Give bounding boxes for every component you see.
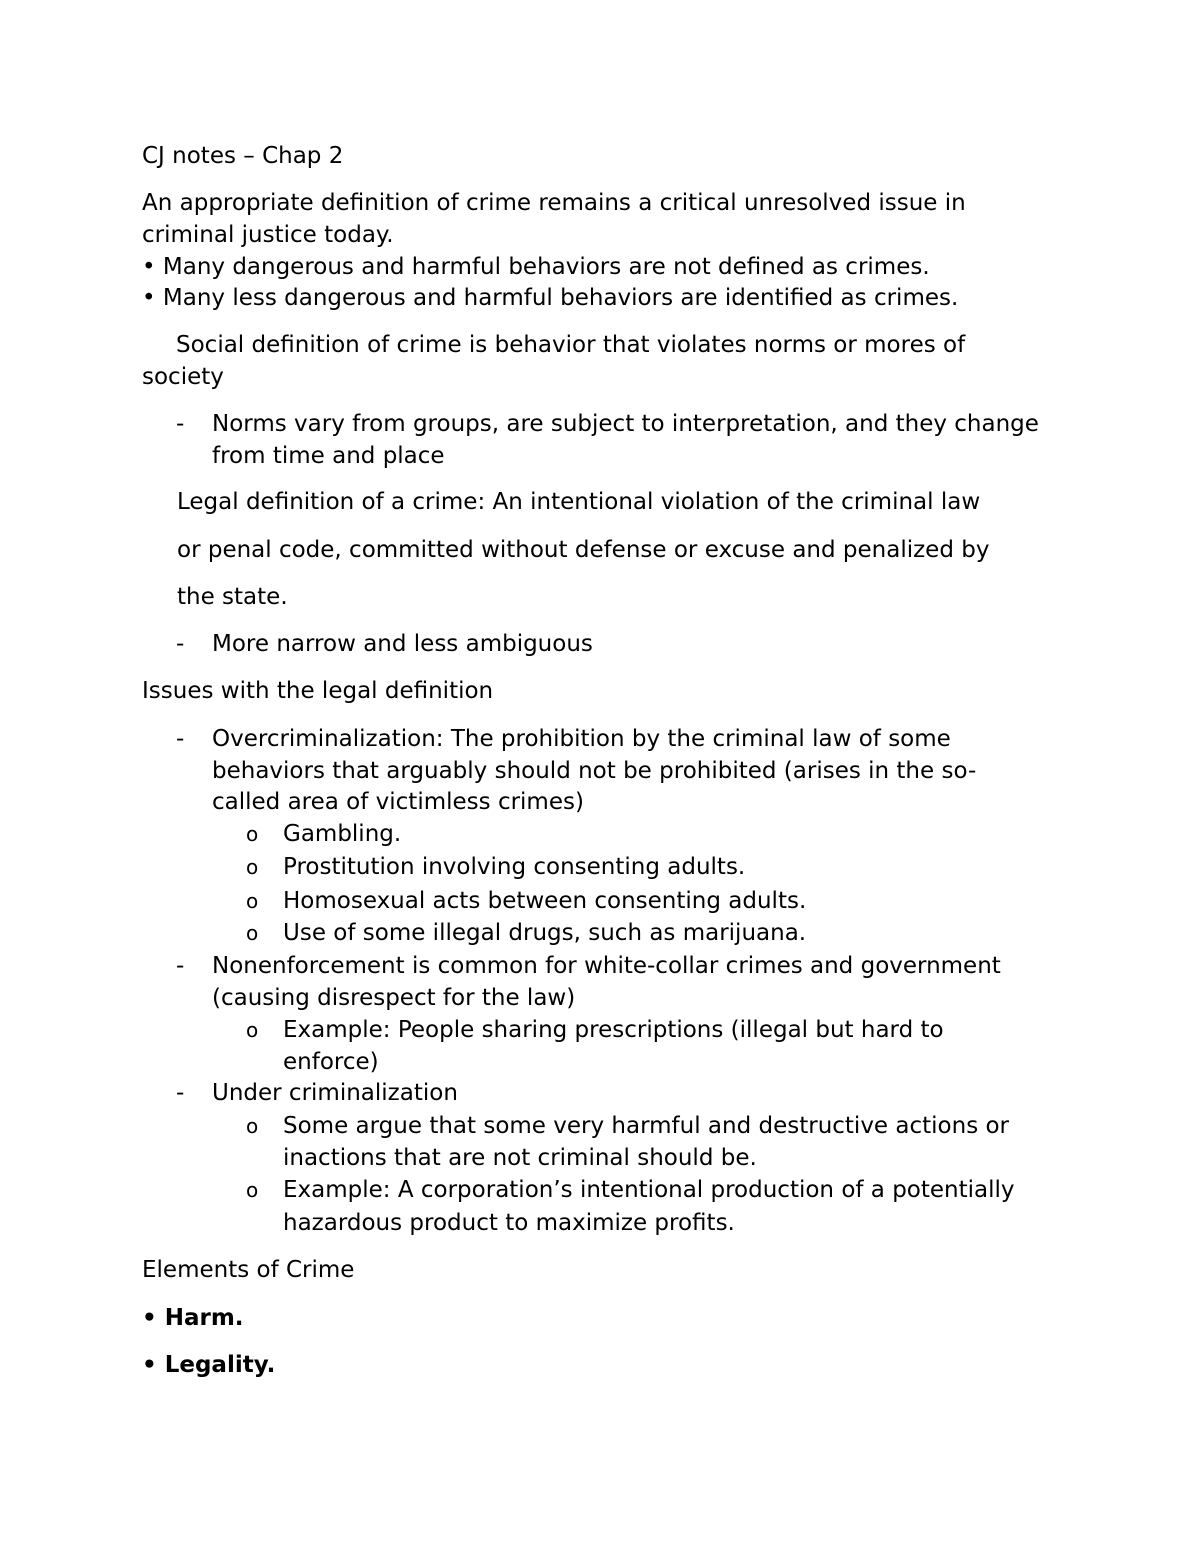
element-item-legality: • Legality. [142,1352,276,1378]
nonenforcement-line-2: (causing disrespect for the law) [212,985,576,1011]
sub-list-marker: o [246,855,259,879]
undercriminalization-sub2-line-2: hazardous product to maximize profits. [283,1210,735,1236]
elements-heading: Elements of Crime [142,1257,355,1283]
issues-heading: Issues with the legal definition [142,678,494,704]
list-dash-marker: - [176,726,185,752]
element-item-harm: • Harm. [142,1305,244,1331]
legal-definition-line-3: the state. [177,584,288,610]
social-definition-line-2: society [142,364,224,390]
sub-list-marker: o [246,921,259,945]
legal-definition-line-2: or penal code, committed without defense or excuse and penalized by [177,537,990,563]
sub-list-item: Gambling. [283,821,402,847]
norms-item-line-1: Norms vary from groups, are subject to interpretation, and they change [212,411,1039,437]
document-title: CJ notes – Chap 2 [142,143,344,169]
undercriminalization-line: Under criminalization [212,1080,458,1106]
list-dash-marker: - [176,1080,185,1106]
sub-list-item: Homosexual acts between consenting adults. [283,888,807,914]
sub-list-marker: o [246,1114,259,1138]
nonenforcement-example-line-2: enforce) [283,1049,379,1075]
nonenforcement-line-1: Nonenforcement is common for white-collar crimes and government [212,953,1001,979]
intro-bullet-1: • Many dangerous and harmful behaviors are not defined as crimes. [142,254,930,280]
sub-list-item: Use of some illegal drugs, such as marijuana. [283,920,807,946]
overcriminalization-line-3: called area of victimless crimes) [212,789,584,815]
intro-bullet-2: • Many less dangerous and harmful behaviors are identified as crimes. [142,285,959,311]
overcriminalization-line-2: behaviors that arguably should not be prohibited (arises in the so- [212,758,977,784]
norms-item-line-2: from time and place [212,443,445,469]
list-dash-marker: - [176,631,185,657]
list-dash-marker: - [176,411,185,437]
undercriminalization-sub2-line-1: Example: A corporation’s intentional production of a potentially [283,1177,1015,1203]
sub-list-marker: o [246,889,259,913]
undercriminalization-sub1-line-1: Some argue that some very harmful and destructive actions or [283,1113,1010,1139]
overcriminalization-line-1: Overcriminalization: The prohibition by the criminal law of some [212,726,951,752]
sub-list-marker: o [246,1018,259,1042]
legal-definition-line-1: Legal definition of a crime: An intentional violation of the criminal law [177,489,981,515]
intro-line-2: criminal justice today. [142,222,394,248]
list-dash-marker: - [176,953,185,979]
sub-list-item: Prostitution involving consenting adults. [283,854,746,880]
sub-list-marker: o [246,1178,259,1202]
nonenforcement-example-line-1: Example: People sharing prescriptions (illegal but hard to [283,1017,944,1043]
sub-list-marker: o [246,822,259,846]
legal-item: More narrow and less ambiguous [212,631,593,657]
intro-line-1: An appropriate definition of crime remains a critical unresolved issue in [142,190,966,216]
undercriminalization-sub1-line-2: inactions that are not criminal should be. [283,1145,757,1171]
social-definition-line-1: Social definition of crime is behavior that violates norms or mores of [176,332,966,358]
